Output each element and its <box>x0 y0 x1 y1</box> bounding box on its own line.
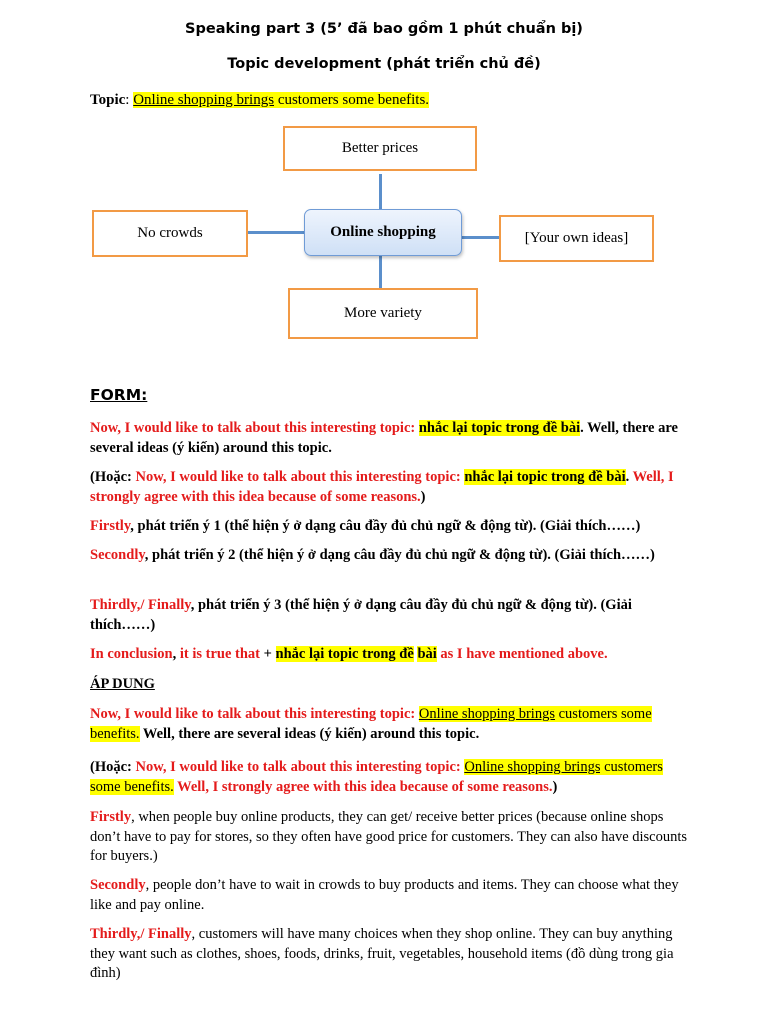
idea-box-left: No crowds <box>92 210 248 257</box>
topic-underlined-text: Online shopping brings <box>133 92 275 108</box>
form-p2-close: ) <box>420 488 426 505</box>
form-p1-highlight: nhắc lại topic trong đề bài <box>418 420 581 436</box>
form-p5-red: Thirdly,/ Finally <box>90 597 191 613</box>
idea-box-top: Better prices <box>283 126 477 171</box>
apply-p1-topic-highlight: customers some benefits. <box>90 706 652 742</box>
topic-line <box>90 91 690 111</box>
connector-right <box>462 236 500 239</box>
apply-p5-red: Thirdly,/ Finally <box>90 926 192 942</box>
form-p6-red1: In conclusion <box>90 646 173 662</box>
form-p2-red1: Now, I would like to talk about this interesting topic: <box>135 469 465 485</box>
form-p2-dot: . <box>625 469 630 485</box>
topic-colon: : <box>125 92 134 108</box>
idea-box-right: [Your own ideas] <box>499 215 654 262</box>
apply-paragraph-3 <box>90 808 690 867</box>
topic-highlighted-text: customers some benefits. <box>274 92 430 108</box>
form-p6-red3: as I have mentioned above. <box>436 646 608 662</box>
apply-p2-open: (Hoặc: <box>90 759 136 775</box>
apply-p5-rest: , customers will have many choices when they shop online. They can buy anything they want such as clothes, shoes, foods, drinks, fruit, vegetables, household items (đồ dùng trong gia đình) <box>90 926 674 981</box>
form-p6-highlight-2: bài <box>417 646 437 662</box>
topic-label: Topic <box>90 92 126 108</box>
form-p4-rest: , phát triển ý 2 (thể hiện ý ở dạng câu đầy đủ chủ ngữ & động từ). (Giải thích……) <box>144 547 655 563</box>
form-p6-plus: + <box>260 646 276 662</box>
form-p2-highlight: nhắc lại topic trong đề bài <box>464 469 626 485</box>
form-p4-red: Secondly <box>90 547 145 563</box>
form-p2-red2: Well, I strongly agree with this idea because of some reasons. <box>90 469 674 505</box>
apply-paragraph-2 <box>90 758 690 797</box>
form-paragraph-3 <box>90 517 690 537</box>
connector-left <box>248 231 304 234</box>
apply-p2-red1: Now, I would like to talk about this interesting topic: <box>135 759 465 775</box>
form-p1-rest: . Well, there are several ideas (ý kiến) around this topic. <box>90 420 678 456</box>
idea-box-bottom: More variety <box>288 288 478 339</box>
page-title: Speaking part 3 (5’ đã bao gồm 1 phút chuẩn bị) <box>185 21 583 37</box>
apply-p3-red: Firstly <box>90 809 132 825</box>
apply-p2-red2: Well, I strongly agree with this idea because of some reasons. <box>173 778 553 795</box>
apply-paragraph-5 <box>90 925 690 984</box>
connector-top <box>379 174 382 210</box>
form-paragraph-2 <box>90 468 690 507</box>
apply-p1-topic-underlined: Online shopping brings <box>418 706 555 722</box>
form-p5-rest: , phát triển ý 3 (thể hiện ý ở dạng câu đầy đủ chủ ngữ & động từ). (Giải thích……) <box>90 597 632 633</box>
apply-heading: ÁP DUNG <box>90 676 155 692</box>
form-p3-rest: , phát triển ý 1 (thể hiện ý ở dạng câu đầy đủ chủ ngữ & động từ). (Giải thích……) <box>130 518 641 534</box>
apply-p2-topic-highlight: customers some benefits. <box>90 759 663 795</box>
form-paragraph-5 <box>90 596 690 635</box>
apply-p4-red: Secondly <box>90 877 146 893</box>
apply-p3-rest: , when people buy online products, they can get/ receive better prices (because online shops don’t have to pay for stores, so they often have good price for customers. They can also have discounts for buyers.) <box>90 809 688 864</box>
form-p6-red2: it is true that <box>179 646 260 662</box>
form-paragraph-1 <box>90 419 690 458</box>
apply-p4-rest: , people don’t have to wait in crowds to buy products and items. They can choose what they like and pay online. <box>90 877 679 913</box>
form-heading: FORM: <box>90 386 148 404</box>
form-paragraph-4 <box>90 546 690 566</box>
apply-p1-rest: Well, there are several ideas (ý kiến) around this topic. <box>139 725 480 742</box>
connector-bottom <box>379 256 382 289</box>
apply-p1-red: Now, I would like to talk about this interesting topic: <box>90 706 419 722</box>
apply-p2-close: ) <box>552 778 558 795</box>
form-p2-open: (Hoặc: <box>90 469 136 485</box>
apply-paragraph-4 <box>90 876 690 915</box>
form-p3-red: Firstly <box>90 518 131 534</box>
form-p6-highlight: nhắc lại topic trong đề <box>275 646 414 662</box>
apply-paragraph-1 <box>90 705 690 744</box>
form-paragraph-6 <box>90 645 690 665</box>
form-p1-red: Now, I would like to talk about this interesting topic: <box>90 420 419 436</box>
center-topic-box: Online shopping <box>304 209 462 256</box>
form-p6-comma: , <box>172 646 180 662</box>
apply-p2-topic-underlined: Online shopping brings <box>464 759 601 775</box>
page-subtitle: Topic development (phát triển chủ đề) <box>227 56 541 72</box>
